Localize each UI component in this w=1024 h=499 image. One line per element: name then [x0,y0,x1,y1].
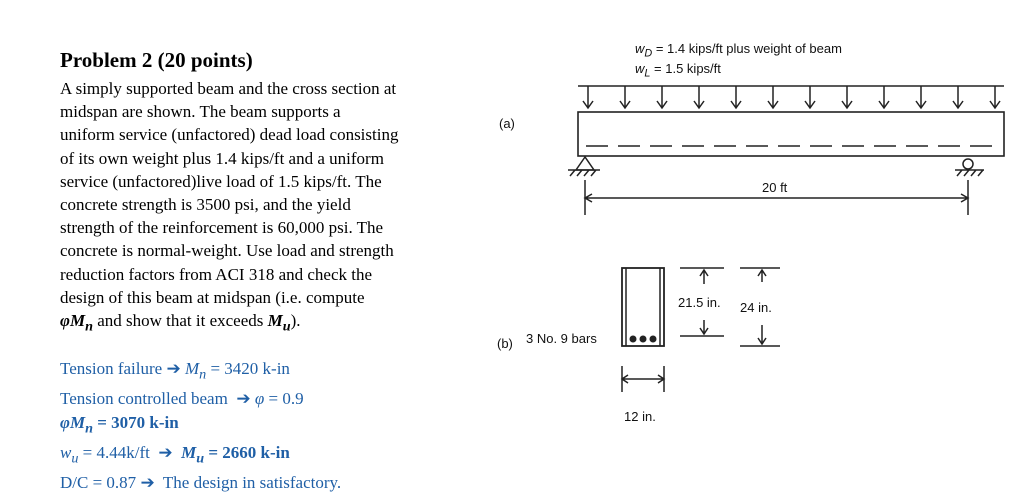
statement-line: midspan are shown. The beam supports a [60,102,341,122]
w-symbol: w [60,442,72,462]
mu-subscript: u [196,449,205,466]
mu-subscript: u [282,318,291,335]
d-label: 21.5 in. [678,295,721,310]
statement-line: service (unfactored)live load of 1.5 kips/ft. The [60,171,382,191]
answer-text: The design in satisfactory. [162,472,342,492]
answer-value: = 4.44k/ft [82,442,150,462]
part-b-label: (b) [497,336,513,351]
problem-title: Problem 2 (20 points) [60,48,253,72]
w-subscript: L [644,67,651,80]
dead-load-value: = 1.4 kips/ft plus weight of beam [655,41,842,56]
w-symbol: w [635,61,645,76]
width-dimension [622,366,664,392]
answer-text: D/C = 0.87 [60,472,137,492]
mn-subscript: n [199,366,207,383]
phi-symbol: φ [60,311,70,331]
span-dimension [585,194,968,202]
answer-value: = 3070 k-in [97,412,179,432]
statement-line: design of this beam at midspan (i.e. compute [60,287,365,307]
statement-line: reduction factors from ACI 318 and check the [60,264,373,284]
answer-text: Tension failure [60,359,163,378]
mn-symbol: M [69,412,86,432]
statement-line: uniform service (unfactored) dead load consisting [60,125,399,145]
load-arrows [583,86,1000,108]
roller-support [963,159,973,169]
h-label: 24 in. [740,300,772,315]
mu-symbol: M [267,311,283,331]
mn-subscript: n [85,419,93,436]
mu-symbol: M [181,442,197,462]
pin-support [576,157,594,170]
cross-section [622,268,664,346]
arrow-icon: ➔ [236,388,251,408]
live-load-label [635,61,721,80]
w-subscript: u [71,449,79,466]
statement-mid: and show that it exceeds [92,311,268,331]
answer-value: = 2660 k-in [208,442,290,462]
mn-symbol: M [184,359,200,378]
statement-line: strength of the reinforcement is 60,000 psi. The [60,218,384,238]
statement-line: of its own weight plus 1.4 kips/ft and a uniform [60,148,384,168]
width-label: 12 in. [624,409,656,424]
arrow-icon: ➔ [158,442,173,462]
w-subscript: D [644,47,653,60]
statement-line: A simply supported beam and the cross section at [60,79,397,98]
statement-end: ). [290,311,301,331]
mn-subscript: n [85,318,93,335]
bars-label: 3 No. 9 bars [526,331,597,346]
phi-symbol: φ [254,388,265,408]
dead-load-label [635,41,842,60]
rebars [630,336,657,343]
arrow-icon: ➔ [140,472,155,492]
answer-text: Tension controlled beam [60,388,228,408]
arrow-icon: ➔ [166,359,181,378]
w-symbol: w [635,41,645,56]
answer-value: = 3420 k-in [210,359,290,378]
statement-line: concrete is normal-weight. Use load and strength [60,241,394,261]
live-load-value: = 1.5 kips/ft [654,61,721,76]
statement-line: concrete strength is 3500 psi, and the yield [60,195,351,215]
answer-value: = 0.9 [268,388,304,408]
span-label: 20 ft [762,180,788,195]
part-a-label: (a) [499,116,515,131]
phi-symbol: φ [60,412,70,432]
mn-symbol: M [69,311,86,331]
beam-elevation [578,112,1004,156]
